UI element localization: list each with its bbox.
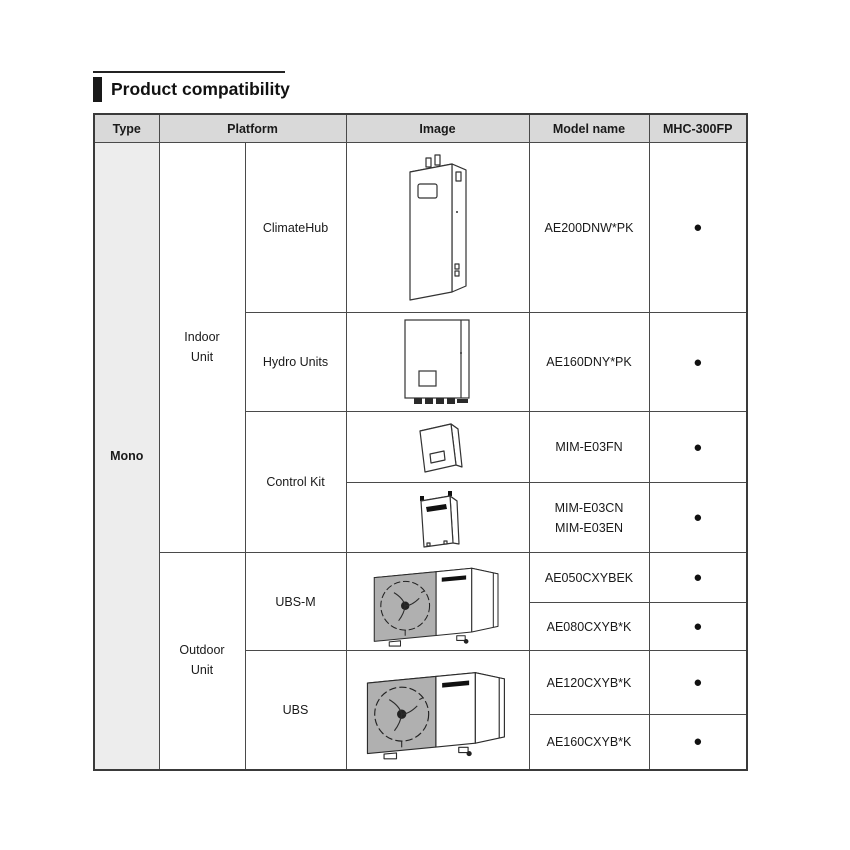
group-indoor-line2: Unit <box>190 349 214 364</box>
model-cell-ae080: AE080CXYB*K <box>529 603 649 651</box>
model-cell-climatehub: AE200DNW*PK <box>529 143 649 313</box>
compat-dot: ● <box>693 509 703 526</box>
platform-cell-hydro-units: Hydro Units <box>245 313 346 412</box>
header-type: Type <box>94 114 159 143</box>
compat-cell-ae120 <box>649 651 747 715</box>
compat-dot: ● <box>693 569 703 586</box>
model-cell-ae160: AE160CXYB*K <box>529 715 649 770</box>
group-cell-indoor-unit <box>159 143 245 553</box>
compat-cell-control-kit-2 <box>649 483 747 553</box>
compat-dot: ● <box>693 353 703 371</box>
model-cell-control-kit-1: MIM-E03FN <box>529 412 649 483</box>
group-cell-outdoor-unit <box>159 553 245 770</box>
title-block <box>93 71 290 102</box>
group-outdoor-line1: Outdoor <box>179 643 225 658</box>
platform-cell-ubs-m: UBS-M <box>245 553 346 651</box>
climatehub-tower-drawing <box>398 150 478 306</box>
row-ubsm-1 <box>94 553 747 603</box>
outdoor-unit-drawing <box>355 660 521 760</box>
compat-dot: ● <box>693 618 703 635</box>
row-climatehub <box>94 143 747 313</box>
model-cell-ae050: AE050CXYBEK <box>529 553 649 603</box>
compat-cell-climatehub <box>649 143 747 313</box>
model-line2: MIM-E03EN <box>554 520 624 535</box>
image-cell-ubs-m <box>346 553 529 651</box>
compat-dot: ● <box>693 674 703 691</box>
page-title: Product compatibility <box>111 79 290 99</box>
group-indoor-line1: Indoor <box>184 330 220 345</box>
compatibility-table <box>93 113 748 771</box>
model-line1: MIM-E03CN <box>554 500 624 515</box>
compat-dot: ● <box>693 219 703 236</box>
outdoor-unit-drawing <box>363 557 513 647</box>
control-kit-box-drawing <box>411 417 465 477</box>
header-row <box>94 114 747 143</box>
header-model-name: Model name <box>529 114 649 143</box>
image-cell-control-kit-1 <box>346 412 529 483</box>
compat-cell-ae160 <box>649 715 747 770</box>
compat-cell-hydro-units <box>649 313 747 412</box>
image-cell-climatehub <box>346 143 529 313</box>
header-mhc-300fp: MHC-300FP <box>649 114 747 143</box>
model-cell-hydro-units: AE160DNY*PK <box>529 313 649 412</box>
compat-cell-control-kit-1 <box>649 412 747 483</box>
image-cell-control-kit-2 <box>346 483 529 553</box>
group-outdoor-line2: Unit <box>190 662 214 677</box>
platform-cell-climatehub: ClimateHub <box>245 143 346 313</box>
image-cell-ubs <box>346 651 529 770</box>
image-cell-hydro-units <box>346 313 529 412</box>
platform-cell-ubs: UBS <box>245 651 346 770</box>
model-cell-control-kit-2 <box>529 483 649 553</box>
title-top-rule <box>93 71 285 73</box>
control-kit-slot-drawing <box>413 486 463 550</box>
header-platform: Platform <box>159 114 346 143</box>
compat-dot: ● <box>693 438 703 456</box>
title-accent-bar <box>93 77 102 102</box>
header-image: Image <box>346 114 529 143</box>
compat-dot: ● <box>693 733 703 751</box>
compat-cell-ae080 <box>649 603 747 651</box>
model-cell-ae120: AE120CXYB*K <box>529 651 649 715</box>
hydro-unit-drawing <box>402 317 474 407</box>
platform-cell-control-kit: Control Kit <box>245 412 346 553</box>
type-cell-mono: Mono <box>94 143 159 770</box>
compat-cell-ae050 <box>649 553 747 603</box>
